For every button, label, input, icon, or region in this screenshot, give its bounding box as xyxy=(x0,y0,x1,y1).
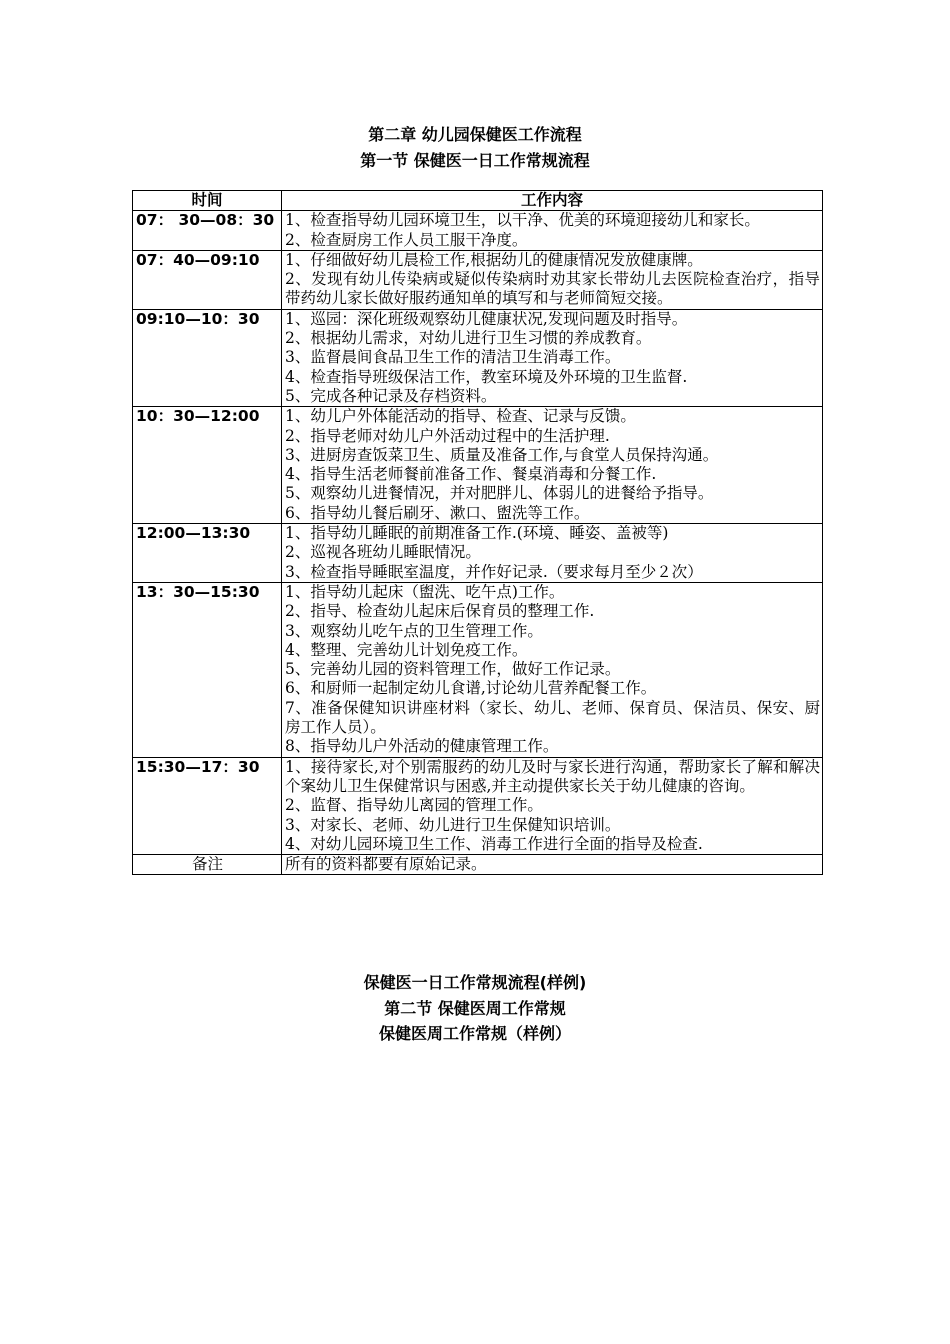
task-item: 2、指导老师对幼儿户外活动过程中的生活护理. xyxy=(285,426,610,445)
task-item: 4、整理、完善幼儿计划免疫工作。 xyxy=(285,640,528,659)
task-item: 5、完善幼儿园的资料管理工作，做好工作记录。 xyxy=(285,660,621,679)
section1-title: 第一节 保健医一日工作常规流程 xyxy=(360,151,590,170)
task-item: 3、检查指导睡眠室温度，并作好记录.（要求每月至少２次） xyxy=(285,562,703,581)
task-item: 2、巡视各班幼儿睡眠情况。 xyxy=(285,543,481,562)
content-cell xyxy=(282,524,823,583)
task-item: 4、检查指导班级保洁工作，教室环境及外环境的卫生监督. xyxy=(285,367,688,386)
task-item: 2、发现有幼儿传染病或疑似传染病时劝其家长带幼儿去医院检查治疗，指导带药幼儿家长做好服药通知单的填写和与老师简短交接。 xyxy=(285,270,820,308)
time-cell: 07： 30—08：30 xyxy=(133,211,282,251)
time-cell: 12:00—13:30 xyxy=(133,524,282,583)
caption-weekly: 保健医周工作常规（样例） xyxy=(378,1024,571,1043)
header-time: 时间 xyxy=(133,191,282,211)
table-row xyxy=(133,211,823,251)
time-cell: 07：40—09:10 xyxy=(133,250,282,309)
task-item: 1、指导幼儿睡眠的前期准备工作.(环境、睡姿、盖被等) xyxy=(285,524,669,543)
content-cell xyxy=(282,407,823,524)
header-content: 工作内容 xyxy=(282,191,823,211)
task-item: 2、指导、检查幼儿起床后保育员的整理工作. xyxy=(285,602,595,621)
table-row xyxy=(133,250,823,309)
task-item: 3、监督晨间食品卫生工作的清洁卫生消毒工作。 xyxy=(285,348,621,367)
task-item: 1、指导幼儿起床（盥洗、吃午点)工作。 xyxy=(285,582,565,601)
content-cell xyxy=(282,582,823,757)
task-item: 1、幼儿户外体能活动的指导、检查、记录与反馈。 xyxy=(285,407,636,426)
table-row xyxy=(133,582,823,757)
task-item: 5、观察幼儿进餐情况，并对肥胖儿、体弱儿的进餐给予指导。 xyxy=(285,484,714,503)
task-item: 3、观察幼儿吃午点的卫生管理工作。 xyxy=(285,621,543,640)
task-item: 2、根据幼儿需求，对幼儿进行卫生习惯的养成教育。 xyxy=(285,329,652,348)
task-item: 1、仔细做好幼儿晨检工作,根据幼儿的健康情况发放健康牌。 xyxy=(285,250,703,269)
task-item: 1、检查指导幼儿园环境卫生，以干净、优美的环境迎接幼儿和家长。 xyxy=(285,211,760,230)
table-row xyxy=(133,407,823,524)
content-cell xyxy=(282,757,823,854)
task-item: 5、完成各种记录及存档资料。 xyxy=(285,386,497,405)
task-item: 2、检查厨房工作人员工服干净度。 xyxy=(285,230,528,249)
task-item: 4、对幼儿园环境卫生工作、消毒工作进行全面的指导及检查. xyxy=(285,834,703,853)
task-item: 3、进厨房查饭菜卫生、质量及准备工作,与食堂人员保持沟通。 xyxy=(285,445,719,464)
caption-daily: 保健医一日工作常规流程(样例) xyxy=(363,973,587,992)
note-text: 所有的资料都要有原始记录。 xyxy=(282,855,823,875)
task-item: 4、指导生活老师餐前准备工作、餐桌消毒和分餐工作. xyxy=(285,465,657,484)
table-row xyxy=(133,757,823,854)
time-cell: 15:30—17：30 xyxy=(133,757,282,854)
task-item: 8、指导幼儿户外活动的健康管理工作。 xyxy=(285,737,559,756)
task-item: 2、监督、指导幼儿离园的管理工作。 xyxy=(285,796,543,815)
section2-title: 第二节 保健医周工作常规 xyxy=(384,999,566,1018)
task-item: 7、准备保健知识讲座材料（家长、幼儿、老师、保育员、保洁员、保安、厨房工作人员）。 xyxy=(285,698,820,737)
time-cell: 10：30—12:00 xyxy=(133,407,282,524)
table-row xyxy=(133,309,823,406)
schedule-body xyxy=(133,211,823,855)
content-cell xyxy=(282,309,823,406)
table-row xyxy=(133,524,823,583)
note-label: 备注 xyxy=(133,855,282,875)
table-header-row xyxy=(133,191,823,211)
content-cell xyxy=(282,250,823,309)
task-item: 3、对家长、老师、幼儿进行卫生保健知识培训。 xyxy=(285,815,621,834)
task-item: 1、接待家长,对个别需服药的幼儿及时与家长进行沟通，帮助家长了解和解决个案幼儿卫生保健常识与困惑,并主动提供家长关于幼儿健康的咨询。 xyxy=(285,757,820,795)
time-cell: 13：30—15:30 xyxy=(133,582,282,757)
content-cell xyxy=(282,211,823,251)
time-cell: 09:10—10：30 xyxy=(133,309,282,406)
task-item: 1、巡园：深化班级观察幼儿健康状况,发现问题及时指导。 xyxy=(285,309,688,328)
task-item: 6、指导幼儿餐后刷牙、漱口、盥洗等工作。 xyxy=(285,503,590,522)
task-item: 6、和厨师一起制定幼儿食谱,讨论幼儿营养配餐工作。 xyxy=(285,679,657,698)
chapter-title: 第二章 幼儿园保健医工作流程 xyxy=(368,125,582,144)
daily-schedule-table xyxy=(132,190,823,875)
note-row xyxy=(133,855,823,875)
